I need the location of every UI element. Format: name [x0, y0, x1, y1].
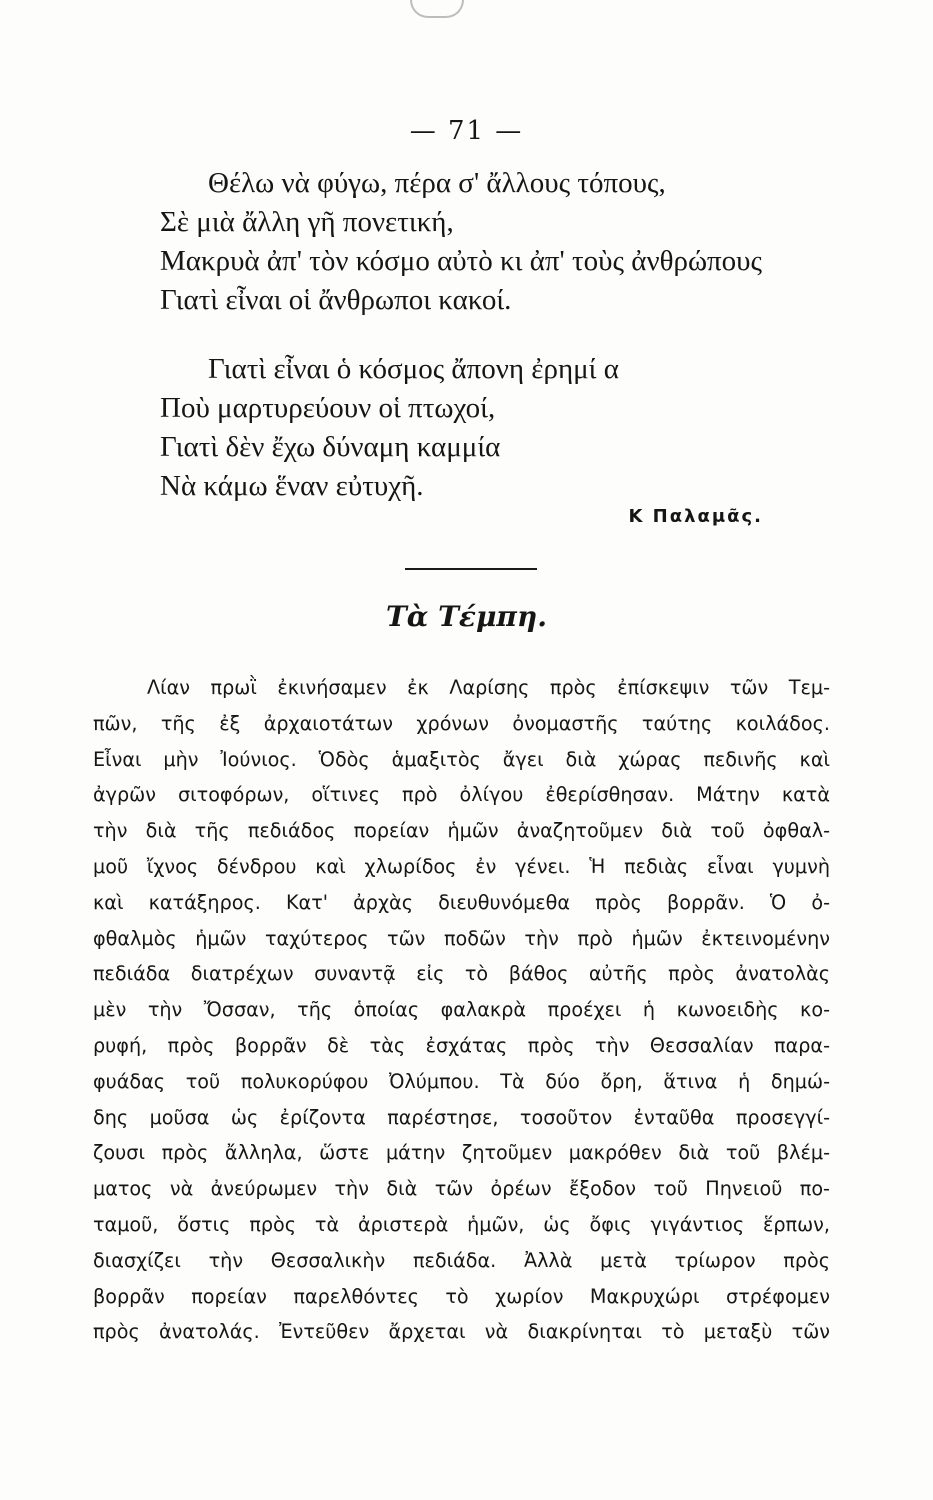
poem: [160, 164, 860, 536]
prose-line: δης μοῦσα ὡς ἐρίζοντα παρέστησε, τοσοῦτον ἐνταῦθα προσεγγί-: [93, 1105, 830, 1129]
poem-line: Γιατὶ εἶναι ὁ κόσμος ἄπονη ἐρημί α: [208, 353, 619, 385]
section-title: Τὰ Τέμπη.: [385, 600, 548, 633]
page-number: — 71 —: [409, 116, 524, 146]
poem-line: Γιατὶ εἶναι οἱ ἄνθρωποι κακοί.: [160, 284, 512, 316]
prose-line: Λίαν πρωῒ ἐκινήσαμεν ἐκ Λαρίσης πρὸς ἐπίσκεψιν τῶν Τεμ-: [147, 676, 830, 699]
poem-line: Μακρυὰ ἀπ' τὸν κόσμο αὐτὸ κι ἀπ' τοὺς ἀνθρώπους: [160, 245, 763, 277]
poem-line: Νὰ κάμω ἕναν εὐτυχῆ.: [160, 470, 424, 502]
prose-line: ἀγρῶν σιτοφόρων, οἵτινες πρὸ ὀλίγου ἐθερίσθησαν. Μάτην κατὰ: [93, 783, 830, 807]
prose-line: φθαλμὸς ἡμῶν ταχύτερος τῶν ποδῶν τὴν πρὸ ἡμῶν ἐκτεινομένην: [93, 926, 830, 950]
prose-line: φυάδας τοῦ πολυκορύφου Ὀλύμπου. Τὰ δύο ὄρη, ἅτινα ἡ δημώ-: [93, 1069, 830, 1093]
prose-line: πῶν, τῆς ἐξ ἀρχαιοτάτων χρόνων ὀνομαστῆς ταύτης κοιλάδος.: [93, 711, 830, 735]
prose-line: πεδιάδα διατρέχων συναντᾷ εἰς τὸ βάθος αὐτῆς πρὸς ἀνατολὰς: [93, 962, 830, 986]
prose-line: ματος νὰ ἀνεύρωμεν τὴν διὰ τῶν ὀρέων ἔξοδον τοῦ Πηνειοῦ πο-: [93, 1177, 830, 1201]
prose-line: μοῦ ἴχνος δένδρου καὶ χλωρίδος ἐν γένει. Ἡ πεδιὰς εἶναι γυμνὴ: [93, 854, 830, 878]
poem-line: Γιατὶ δὲν ἔχω δύναμη καμμία: [160, 431, 501, 463]
poem-line: Σὲ μιὰ ἄλλη γῆ πονετική,: [160, 206, 454, 238]
prose-line: ζουσι πρὸς ἄλληλα, ὥστε μάτην ζητοῦμεν μακρόθεν διὰ τοῦ βλέμ-: [93, 1141, 830, 1165]
poem-line: Ποὺ μαρτυρεύουν οἱ πτωχοί,: [160, 392, 496, 424]
prose-line: τὴν διὰ τῆς πεδιάδος πορείαν ἡμῶν ἀναζητοῦμεν διὰ τοῦ ὀφθαλ-: [93, 819, 830, 843]
prose-line: καὶ κατάξηρος. Κατ' ἀρχὰς διευθυνόμεθα πρὸς βορρᾶν. Ὁ ὀ-: [93, 890, 830, 914]
prose-line: βορρᾶν πορείαν παρελθόντες τὸ χωρίον Μακρυχώρι στρέφομεν: [93, 1284, 830, 1308]
prose-line: πρὸς ἀνατολάς. Ἐντεῦθεν ἄρχεται νὰ διακρίνηται τὸ μεταξὺ τῶν: [93, 1320, 830, 1344]
poem-signature: Κ Παλαμᾶς.: [628, 506, 763, 527]
prose-line: ρυφή, πρὸς βορρᾶν δὲ τὰς ἐσχάτας πρὸς τὴν Θεσσαλίαν παρα-: [93, 1033, 830, 1057]
prose-paragraph: [93, 670, 830, 1350]
prose-line: ταμοῦ, ὅστις πρὸς τὰ ἀριστερὰ ἡμῶν, ὡς ὄφις γιγάντιος ἕρπων,: [93, 1212, 830, 1236]
poem-stanza-1: [160, 164, 860, 320]
poem-line: Θέλω νὰ φύγω, πέρα σ' ἄλλους τόπους,: [208, 167, 666, 199]
prose-line: Εἶναι μὴν Ἰούνιος. Ὁδὸς ἁμαξιτὸς ἄγει διὰ χώρας πεδινῆς καὶ: [93, 747, 830, 771]
page-corner-mark: [410, 0, 464, 18]
prose-line: διασχίζει τὴν Θεσσαλικὴν πεδιάδα. Ἀλλὰ μετὰ τρίωρον πρὸς: [93, 1248, 830, 1272]
section-divider: [405, 568, 537, 570]
poem-stanza-2: [160, 350, 860, 506]
prose-line: μὲν τὴν Ὄσσαν, τῆς ὁποίας φαλακρὰ προέχει ἡ κωνοειδὴς κο-: [93, 998, 830, 1022]
